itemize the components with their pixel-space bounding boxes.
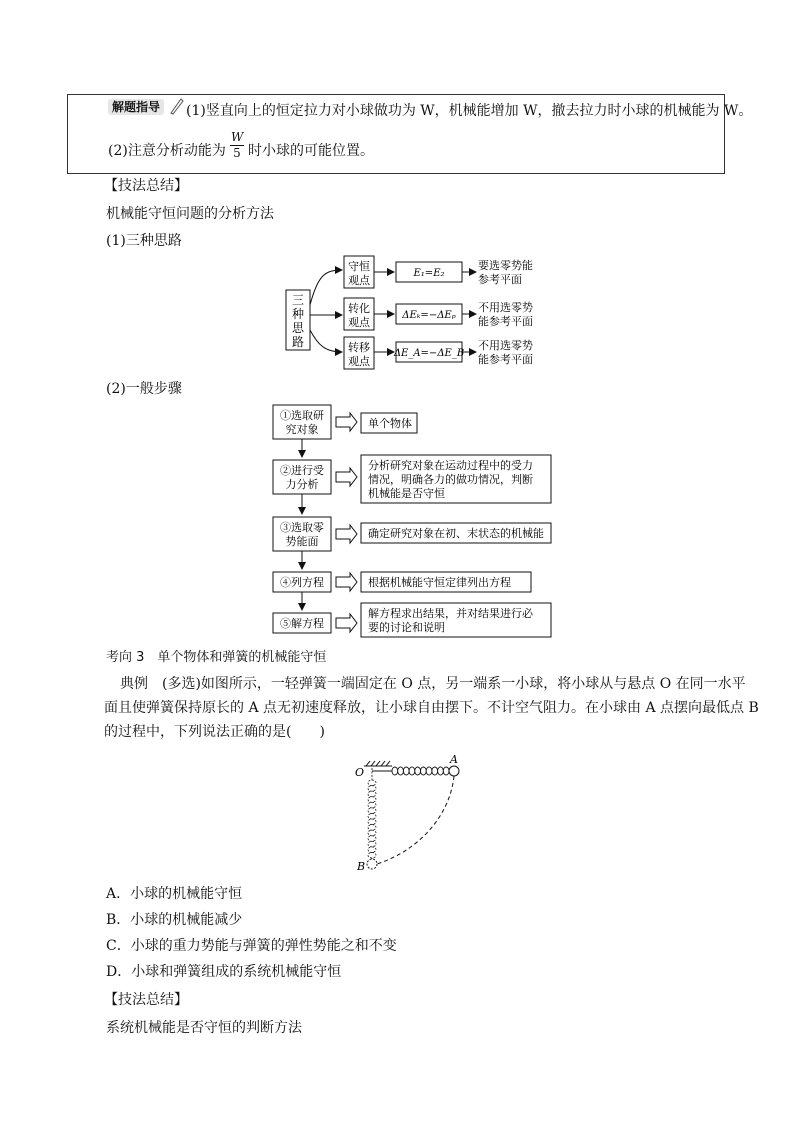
vertical-spring [368,768,376,859]
three-ways-label: (1)三种思路 [106,233,182,249]
formula-1: E₁=E₂ [413,268,445,279]
hint-tag: 解题指导 [108,99,164,115]
step-1-line-1: 究对象 [285,423,319,436]
note-3-line-0: 不用选零势 [478,339,533,352]
note-1-line-0: 要选零势能 [478,259,533,272]
formula-3: ΔE_A=−ΔE_B [393,348,465,359]
hint-line-2-pre: (2)注意分析动能为 [108,143,226,159]
label-B: B [357,860,366,873]
general-steps-label: (2)一般步骤 [106,381,182,397]
tech-summary-heading-2: 【技法总结】 [104,992,188,1008]
option-c[interactable]: C．小球的重力势能与弹簧的弹性势能之和不变 [106,938,397,954]
hollow-arrow-4 [336,573,357,591]
root-char-2: 思 [291,321,305,335]
fraction-numerator: W [231,130,244,144]
ball-B [367,859,377,869]
ball-A [449,766,459,776]
view-3-line-1: 观点 [348,355,370,368]
step-2-desc-0: 分析研究对象在运动过程中的受力 [368,459,533,472]
step-2-line-0: ②进行受 [280,464,324,477]
view-2-line-1: 观点 [348,316,370,329]
branch-arrow-3 [310,330,342,352]
view-1-line-1: 观点 [348,274,370,287]
view-2-line-0: 转化 [348,302,370,315]
hollow-arrow-3 [336,525,357,543]
spring-ball-figure [355,753,459,873]
option-d[interactable]: D．小球和弹簧组成的系统机械能守恒 [106,964,342,980]
fraction-denominator: 5 [233,146,241,160]
hollow-arrow-2 [336,468,357,486]
step-3-desc-0: 确定研究对象在初、末状态的机械能 [368,527,544,540]
step-3-line-1: 势能面 [285,535,319,548]
note-3-line-1: 能参考平面 [478,353,533,366]
step-3-line-0: ③选取零 [280,521,324,534]
view-3-line-0: 转移 [348,341,370,354]
option-a[interactable]: A．小球的机械能守恒 [106,886,243,902]
branch-arrow-1 [310,270,342,305]
view-1-line-0: 守恒 [348,260,370,273]
judge-method-title: 系统机械能是否守恒的判断方法 [106,1020,302,1036]
note-1-line-1: 参考平面 [478,273,522,286]
option-b[interactable]: B．小球的机械能减少 [106,912,243,928]
note-2-line-1: 能参考平面 [478,315,533,328]
note-2-line-0: 不用选零势 [478,301,533,314]
hollow-arrow-1 [336,413,357,431]
general-steps-diagram [273,405,551,637]
trajectory-arc [377,776,454,864]
step-1-desc-0: 单个物体 [368,417,412,430]
root-char-3: 路 [291,335,305,349]
step-5-desc-1: 要的讨论和说明 [368,621,445,634]
hint-line-1: (1)竖直向上的恒定拉力对小球做功为 W，机械能增加 W，撤去拉力时小球的机械能为 W。 [186,103,753,119]
step-2-desc-2: 机械能是否守恒 [368,487,445,500]
hint-line-2-post: 时小球的可能位置。 [248,143,374,159]
step-2-line-1: 力分析 [285,478,319,491]
horizontal-spring [372,767,449,775]
formula-2: ΔEₖ=−ΔEₚ [402,310,456,321]
step-4-desc-0: 根据机械能守恒定律列出方程 [368,576,511,589]
step-4-line-0: ④列方程 [280,576,324,589]
step-5-line-0: ⑤解方程 [280,617,324,630]
root-char-0: 三 [291,293,305,307]
step-5-desc-0: 解方程求出结果，并对结果进行必 [368,607,533,620]
example-line-2: 面且使弹簧保持原长的 A 点无初速度释放，让小球自由摆下。不计空气阻力。在小球由 A 点摆向最低点 B [104,700,759,716]
step-2-desc-1: 情况，明确各力的做功情况，判断 [368,473,533,486]
label-A: A [450,753,458,766]
root-char-1: 种 [291,307,305,321]
example-line-3: 的过程中，下列说法正确的是( ) [104,724,325,740]
step-1-line-0: ①选取研 [280,409,324,422]
hollow-arrow-5 [336,614,357,632]
ceiling-hatch [366,761,390,766]
example-line-1: 典例 (多选)如图所示，一轻弹簧一端固定在 O 点，另一端系一小球，将小球从与悬点 O 在同一水平 [120,676,746,692]
label-O: O [355,766,365,779]
method-title: 机械能守恒问题的分析方法 [106,206,274,222]
tech-summary-heading-1: 【技法总结】 [104,178,188,194]
section-3-title: 考向 3 单个物体和弹簧的机械能守恒 [106,650,327,665]
